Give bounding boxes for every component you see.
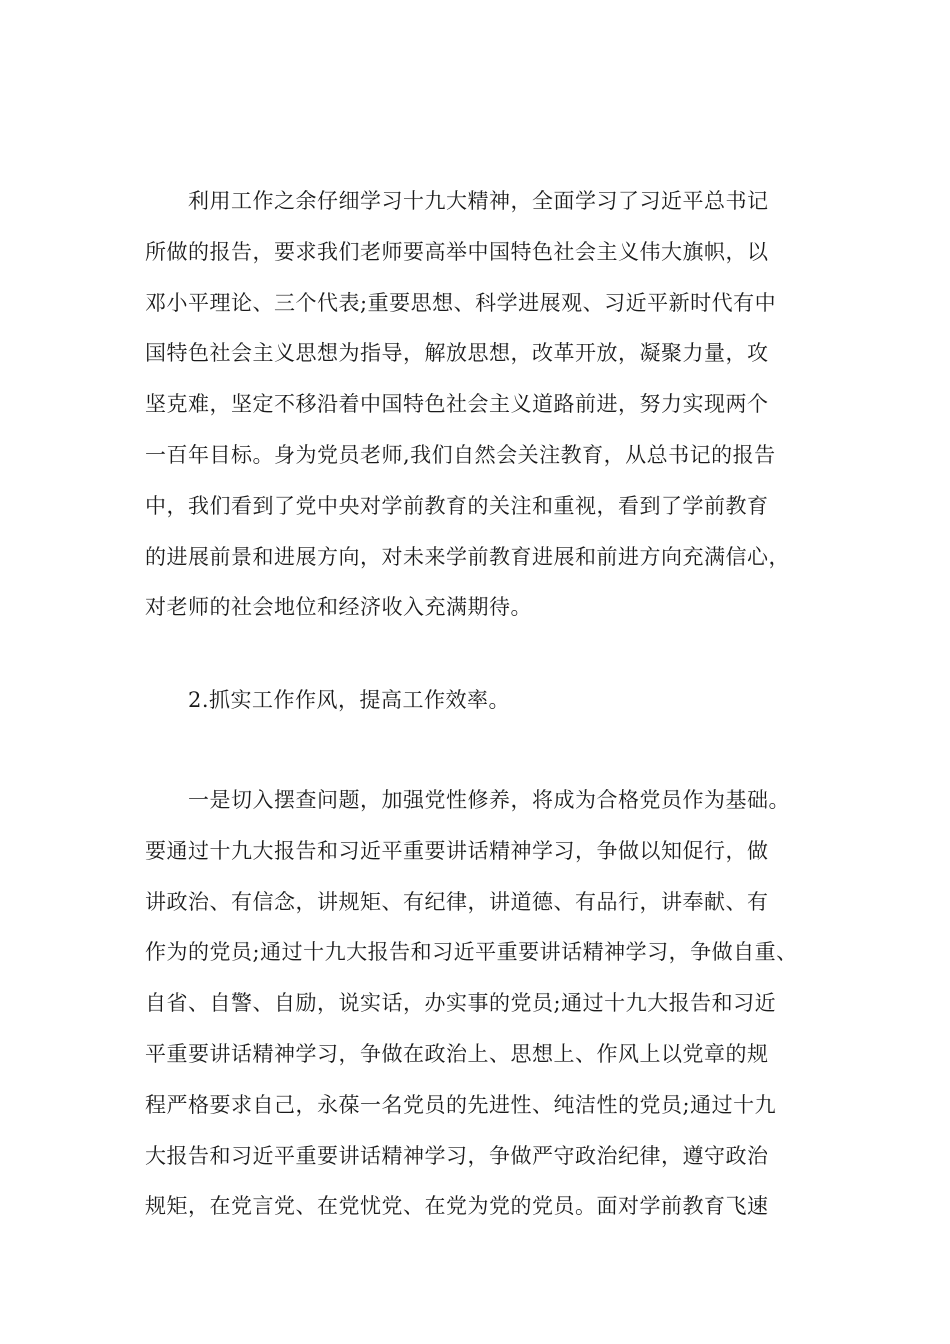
paragraph-1 [145, 176, 835, 633]
paragraph-line: 利用工作之余仔细学习十九大精神，全面学习了习近平总书记 [188, 189, 769, 213]
section-heading [145, 675, 835, 726]
paragraph-line: 平重要讲话精神学习，争做在政治上、思想上、作风上以党章的规 [145, 1041, 769, 1066]
paragraph-line: 对老师的社会地位和经济收入充满期待。 [145, 595, 532, 620]
paragraph-line: 自省、自警、自励，说实话，办实事的党员;通过十九大报告和习近 [145, 991, 777, 1016]
paragraph-line: 要通过十九大报告和习近平重要讲话精神学习，争做以知促行，做 [145, 838, 769, 863]
section-heading-text: 2.抓实工作作风，提高工作效率。 [188, 688, 511, 712]
paragraph-line: 中，我们看到了党中央对学前教育的关注和重视，看到了学前教育 [145, 493, 769, 518]
paragraph-line: 讲政治、有信念，讲规矩、有纪律，讲道德、有品行，讲奉献、有 [145, 889, 769, 914]
paragraph-line: 邓小平理论、三个代表;重要思想、科学进展观、习近平新时代有中 [145, 290, 777, 315]
paragraph-line: 作为的党员;通过十九大报告和习近平重要讲话精神学习，争做自重、 [145, 940, 798, 965]
paragraph-line: 大报告和习近平重要讲话精神学习，争做严守政治纪律，遵守政治 [145, 1143, 769, 1168]
paragraph-line: 一百年目标。身为党员老师,我们自然会关注教育，从总书记的报告 [145, 442, 776, 467]
paragraph-2 [145, 775, 835, 1232]
paragraph-line: 一是切入摆查问题，加强党性修养，将成为合格党员作为基础。 [188, 788, 790, 812]
paragraph-line: 程严格要求自己，永葆一名党员的先进性、纯洁性的党员;通过十九 [145, 1092, 777, 1117]
paragraph-line: 坚克难，坚定不移沿着中国特色社会主义道路前进，努力实现两个 [145, 392, 769, 417]
paragraph-line: 的进展前景和进展方向，对未来学前教育进展和前进方向充满信心， [145, 544, 790, 569]
paragraph-line: 所做的报告，要求我们老师要高举中国特色社会主义伟大旗帜，以 [145, 239, 769, 264]
paragraph-line: 国特色社会主义思想为指导，解放思想，改革开放，凝聚力量，攻 [145, 341, 769, 366]
paragraph-line: 规矩，在党言党、在党忧党、在党为党的党员。面对学前教育飞速 [145, 1194, 769, 1219]
